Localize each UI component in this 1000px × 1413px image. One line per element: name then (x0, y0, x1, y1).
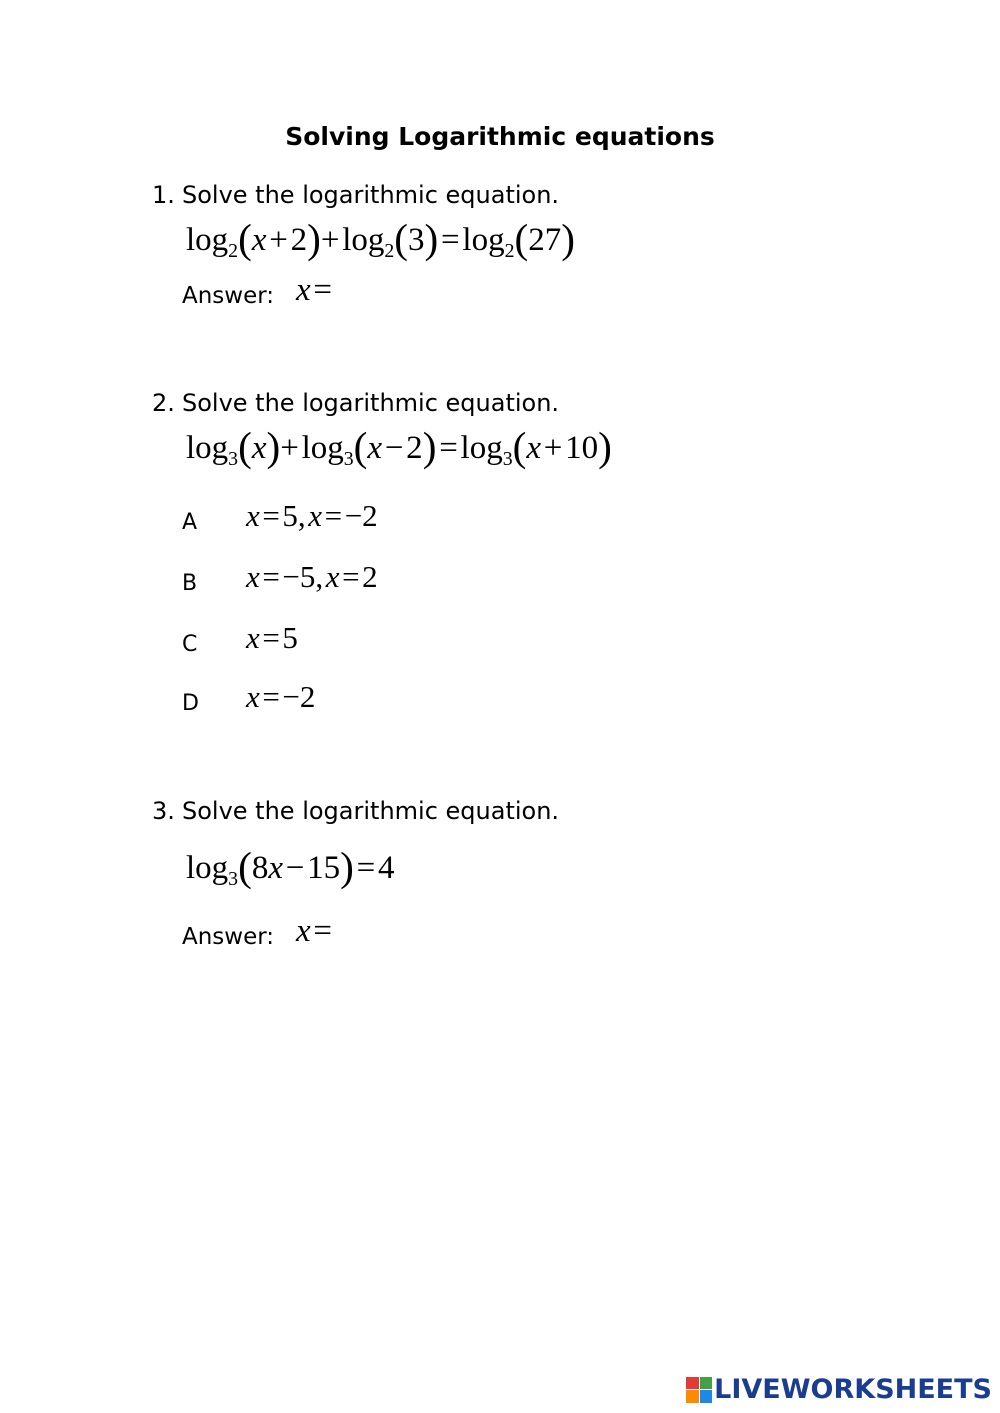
option-c-value[interactable]: x = 5 (246, 620, 298, 655)
logo-badge-icon (686, 1377, 712, 1403)
option-b-letter[interactable]: B (182, 571, 198, 596)
option-a-value[interactable]: x = 5, x = −2 (246, 498, 378, 533)
option-a-letter[interactable]: A (182, 510, 198, 535)
option-b-value[interactable]: x = −5, x = 2 (246, 559, 378, 594)
question-3-equation: $\log_3(8x$ − 15) = 4 (186, 843, 395, 890)
question-2-equation: $\log_3(x)+$ $\log_3(x$ − 2) = $\log_3(x$ + 10) (186, 423, 612, 470)
question-2-number: 2. (152, 389, 175, 417)
option-d-value[interactable]: x = −2 (246, 679, 316, 714)
question-2-prompt: Solve the logarithmic equation. (182, 389, 560, 417)
question-1-number: 1. (152, 181, 175, 209)
question-1-answer-variable: x = (296, 272, 333, 308)
question-3-number: 3. (152, 797, 175, 825)
question-3-answer-label: Answer: (182, 924, 275, 950)
option-d-letter[interactable]: D (182, 691, 199, 716)
page-title: Solving Logarithmic equations (285, 122, 715, 151)
liveworksheets-logo (686, 1374, 992, 1405)
question-3-answer-variable: x = (296, 913, 333, 949)
question-1-equation: $\log_2(x$ + 2)+ $\log_2(3)$ = $\log_2(27)$ (186, 215, 575, 262)
option-c-letter[interactable]: C (182, 632, 198, 657)
question-1-answer-label: Answer: (182, 283, 275, 309)
logo-text: LIVEWORKSHEETS (714, 1374, 992, 1405)
question-3-prompt: Solve the logarithmic equation. (182, 797, 560, 825)
question-1-prompt: Solve the logarithmic equation. (182, 181, 560, 209)
